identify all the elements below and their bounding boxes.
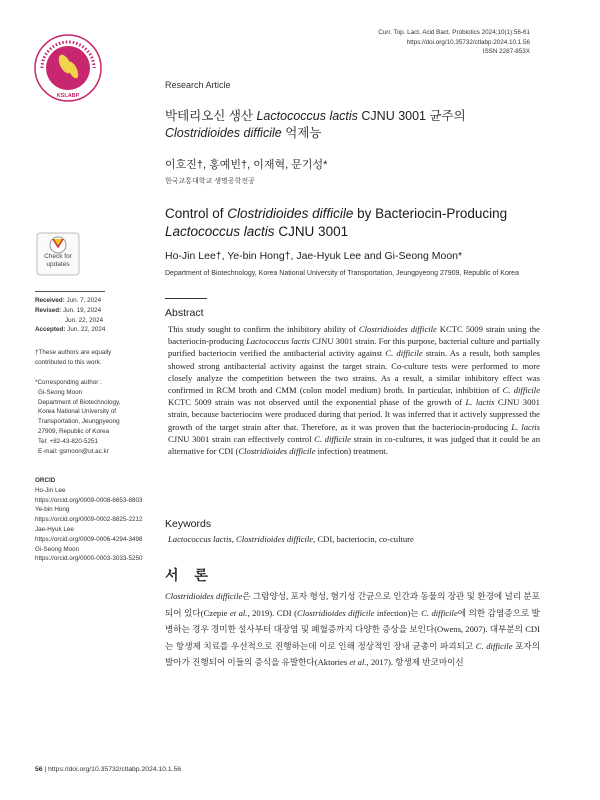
korean-title: 박테리오신 생산 Lactococcus lactis CJNU 3001 균주의 Clostridioides difficile 억제능	[165, 109, 466, 140]
korean-authors: 이호진†, 홍예빈†, 이재혁, 문기성*	[165, 159, 328, 171]
orcid-name: Jae-Hyuk Lee	[35, 525, 74, 533]
footer-doi[interactable]: https://doi.org/10.35732/ctlabp.2024.10.1.56	[48, 766, 182, 773]
keywords-list: Lactococcus lactis, Clostridioides difficile, CDI, bacteriocin, co-culture	[168, 534, 414, 544]
page-footer: 56 | https://doi.org/10.35732/ctlabp.2024.10.1.56	[35, 766, 182, 773]
journal-citation: Curr. Top. Lact. Acid Bact. Probiotics 2024;10(1):56-61	[378, 29, 530, 36]
keywords-heading: Keywords	[165, 518, 212, 530]
orcid-name: Ho-Jin Lee	[35, 486, 66, 494]
journal-info	[378, 28, 530, 57]
society-logo	[34, 34, 102, 102]
orcid-section: ORCID Ho-Jin Lee https://orcid.org/0009-0008-6653-8803 Ye-bin Hong https://orcid.org/0009-0002-8825-2212 Jae-Hyuk Lee https://orcid.org/0009-0006-4294-3498 Gi-Seong Moon https://orcid.org/0000-0003-3033-5250	[35, 476, 145, 564]
orcid-link[interactable]: https://orcid.org/0009-0008-6653-8803	[35, 496, 143, 504]
orcid-link[interactable]: https://orcid.org/0009-0002-8825-2212	[35, 516, 143, 524]
introduction-body: Clostridioides difficile은 그람양성, 포자 형성, 혐기성 간균으로 인간과 동물의 장관 및 환경에 널리 분포되어 있다(Czepie et al., 2019). CDI (Clostridioides difficile infection)는 C. difficile에 의한 감염증으로 발병하는 경우 경미한 설사부터 대장염 및 폐혈증까지 다양한 증상을 보인다(Owens, 2007). 대부분의 CDI는 항생제 치료를 우선적으로 진행하는데 이로 인해 정상적인 장내 균총이 파괴되고 C. difficile 포자의 발아가 진행되어 이들의 증식을 유발한다(Aktories et al., 2017). 항생제 반코마이신	[165, 591, 541, 667]
journal-doi[interactable]: https://doi.org/10.35732/ctlabp.2024.10.1.56	[406, 38, 530, 46]
orcid-link[interactable]: https://orcid.org/0000-0003-3033-5250	[35, 555, 143, 563]
journal-issn: ISSN 2287-853X	[482, 48, 530, 55]
logo-abbr: KSLABP	[56, 93, 80, 99]
introduction-heading: 서 론	[165, 567, 214, 583]
check-for-updates-label[interactable]: Check for updates	[44, 253, 72, 268]
korean-affiliation: 한국교통대학교 생명공학전공	[165, 178, 255, 185]
abstract-body: This study sought to confirm the inhibitory ability of Clostridioides difficile KCTC 5009 strain using the bacteriocin-producing Lactococcus lactis CJNU 3001 strain. For this purpose, bacterial culture and partially purified bacteriocin verified the antibacterial activity against C. difficile strain. As a result, both samples showed strong antibacterial activity against the target strain. Co-culture tests were performed to more closely analyze the competition between the two strains. As a result, a similar inhibitory effect was confirmed in RCM broth and CMM (colon model medium) broth. In particular, inhibition of C. difficile KCTC 5009 strain was not observed until the exponential phase of the growth of L. lactis CJNU 3001 strain, because bacteriocins were produced during that period. It was inferred that it actively suppressed the growth of the target strain after that. Therefore, as it was proven that the bacteriocin-producing L. lactis CJNU 3001 strain can effectively control C. difficile strain in co-cultures, it was judged that it could be an alternative for CDI (Clostridioides difficile infection) treatment.	[168, 324, 541, 457]
equal-contribution-note: †These authors are equally contributed to this work.	[35, 349, 112, 366]
section-divider	[165, 298, 207, 299]
orcid-link[interactable]: https://orcid.org/0009-0006-4294-3498	[35, 535, 143, 543]
orcid-name: Gi-Seong Moon	[35, 545, 80, 553]
english-authors: Ho-Jin Lee†, Ye-bin Hong†, Jae-Hyuk Lee and Gi-Seong Moon*	[165, 250, 463, 262]
english-affiliation: Department of Biotechnology, Korea National University of Transportation, Jeungpyeong 27909, Republic of Korea	[165, 270, 519, 277]
orcid-name: Ye-bin Hong	[35, 506, 70, 514]
abstract-heading: Abstract	[165, 307, 204, 319]
article-type: Research Article	[165, 80, 231, 90]
article-dates: Received: Jun. 7, 2024 Revised: Jun. 19, 2024 Jun. 22, 2024 Accepted: Jun. 22, 2024	[35, 297, 106, 334]
sidebar-divider	[35, 291, 105, 292]
page-number: 56	[35, 766, 43, 773]
corresponding-author: *Corresponding author : Gi-Seong Moon Department of Biotechnology, Korea National University of Transportation, Jeungpyeong 27909, Republic of Korea Tel: +82-43-820-5251 E-mail: gsmoon@ut.ac.kr	[35, 379, 121, 455]
english-title: Control of Clostridioides difficile by Bacteriocin-Producing Lactococcus lactis CJNU 3001	[165, 206, 508, 239]
